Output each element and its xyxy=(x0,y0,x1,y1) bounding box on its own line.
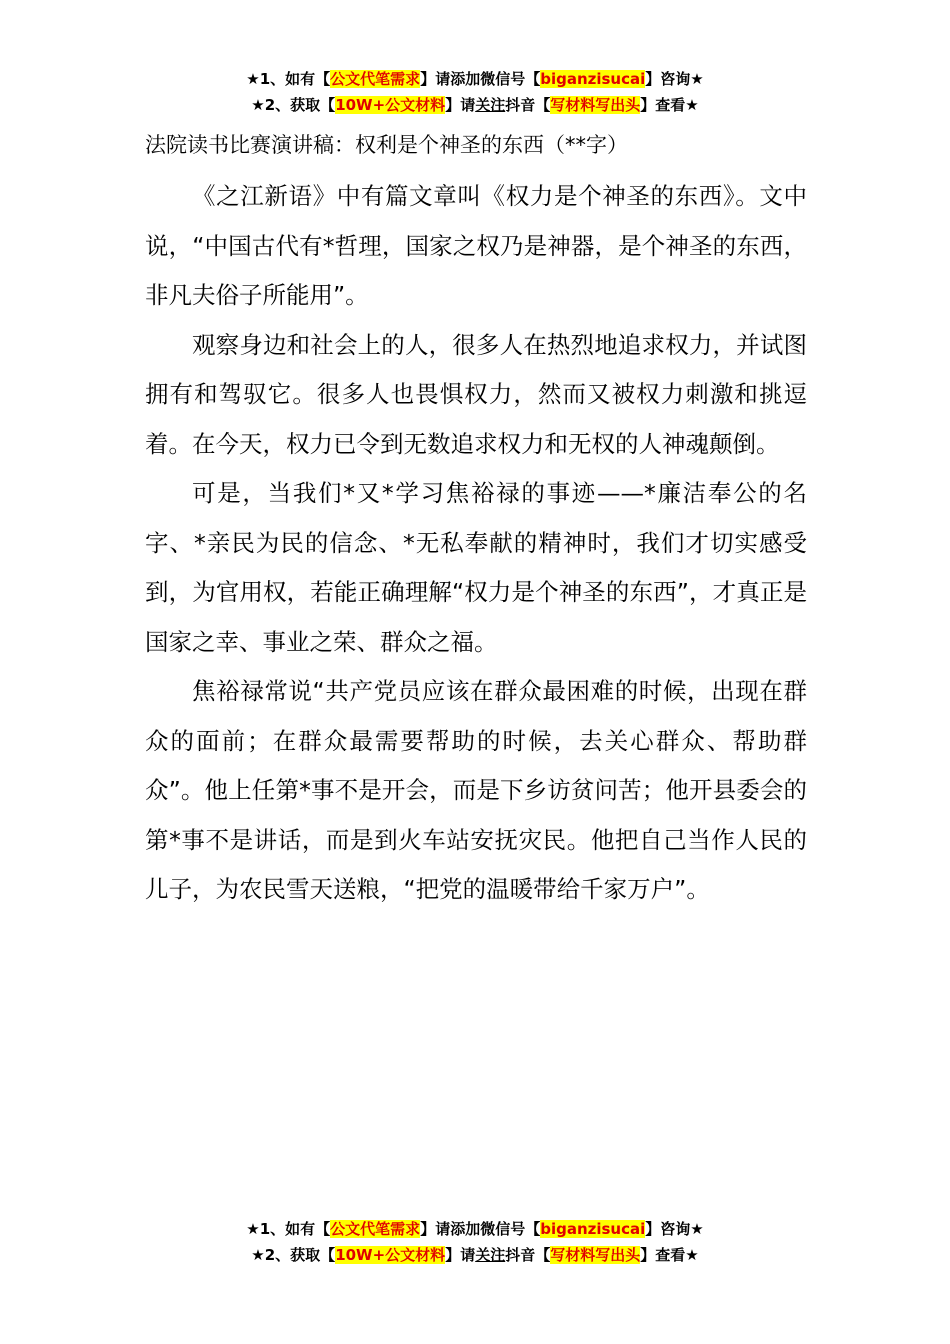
highlight-materials: 10W+公文材料 xyxy=(335,1246,446,1264)
paragraph: 观察身边和社会上的人，很多人在热烈地追求权力，并试图拥有和驾驭它。很多人也畏惧权力，然而又被权力刺激和挑逗着。在今天，权力已令到无数追求权力和无权的人神魂颠倒。 xyxy=(145,330,807,458)
banner-text: 】咨询★ xyxy=(645,1220,704,1238)
document-body xyxy=(145,172,807,915)
banner-line-2 xyxy=(0,92,950,118)
highlight-service: 公文代笔需求 xyxy=(330,70,421,88)
highlight-materials: 10W+公文材料 xyxy=(335,96,446,114)
footer-banner xyxy=(0,1216,950,1268)
banner-text: 】查看★ xyxy=(640,96,699,114)
banner-text: ★1、如有【 xyxy=(246,70,331,88)
banner-text: 】查看★ xyxy=(640,1246,699,1264)
paragraph: 《之江新语》中有篇文章叫《权力是个神圣的东西》。文中说，“中国古代有*哲理，国家之权乃是神器，是个神圣的东西，非凡夫俗子所能用”。 xyxy=(145,182,807,309)
banner-text: 】请添加微信号【 xyxy=(420,1220,541,1238)
underlined-follow: 关注 xyxy=(475,1246,506,1264)
highlight-douyin: 写材料写出头 xyxy=(550,96,641,114)
paragraph: 可是，当我们*又*学习焦裕禄的事迹——*廉洁奉公的名字、*亲民为民的信念、*无私奉献的精神时，我们才切实感受到，为官用权，若能正确理解“权力是个神圣的东西”，才真正是国家之幸、事业之荣、群众之福。 xyxy=(145,479,807,656)
banner-text: 】请 xyxy=(445,1246,476,1264)
underlined-follow: 关注 xyxy=(475,96,506,114)
document-title: 法院读书比赛演讲稿：权利是个神圣的东西（**字） xyxy=(145,133,628,157)
banner-text: 抖音【 xyxy=(505,96,551,114)
banner-text: ★2、获取【 xyxy=(251,1246,336,1264)
highlight-wechat-id: biganzisucai xyxy=(540,70,646,88)
banner-text: ★1、如有【 xyxy=(246,1220,331,1238)
highlight-douyin: 写材料写出头 xyxy=(550,1246,641,1264)
banner-line-1 xyxy=(0,66,950,92)
highlight-wechat-id: biganzisucai xyxy=(540,1220,646,1238)
banner-text: 】请添加微信号【 xyxy=(420,70,541,88)
banner-text: 】咨询★ xyxy=(645,70,704,88)
highlight-service: 公文代笔需求 xyxy=(330,1220,421,1238)
banner-text: 抖音【 xyxy=(505,1246,551,1264)
banner-text: ★2、获取【 xyxy=(251,96,336,114)
banner-text: 】请 xyxy=(445,96,476,114)
banner-line-1 xyxy=(0,1216,950,1242)
paragraph: 焦裕禄常说“共产党员应该在群众最困难的时候，出现在群众的面前；在群众最需要帮助的时候，去关心群众、帮助群众”。他上任第*事不是开会，而是下乡访贫问苦；他开县委会的第*事不是讲话，而是到火车站安抚灾民。他把自己当作人民的儿子，为农民雪天送粮，“把党的温暖带给千家万户”。 xyxy=(145,677,807,903)
header-banner xyxy=(0,66,950,118)
banner-line-2 xyxy=(0,1242,950,1268)
